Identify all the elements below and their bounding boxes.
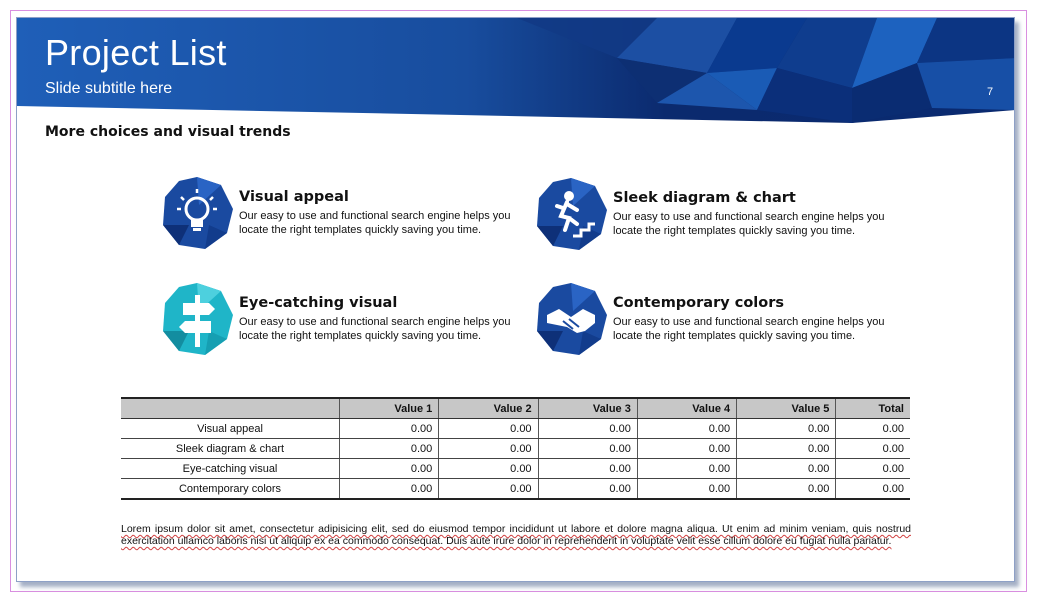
table-header-cell: Value 4: [637, 398, 736, 419]
signpost-icon: [159, 281, 235, 357]
section-heading: More choices and visual trends: [45, 124, 291, 140]
table-header-cell: [121, 398, 340, 419]
table-cell: 0.00: [836, 419, 910, 439]
table-header-cell: Value 2: [439, 398, 538, 419]
table-cell: 0.00: [538, 419, 637, 439]
stairs-climber-icon: [533, 176, 609, 252]
table-row: [121, 459, 910, 479]
data-table: [121, 397, 910, 500]
table-header-cell: Value 5: [737, 398, 836, 419]
table-cell: 0.00: [340, 419, 439, 439]
slide-header: [17, 18, 1015, 110]
row-label: Visual appeal: [121, 419, 340, 439]
table-cell: 0.00: [439, 459, 538, 479]
table-cell: 0.00: [538, 439, 637, 459]
feature-visual-appeal: [159, 175, 519, 255]
table-header-cell: Value 3: [538, 398, 637, 419]
feature-title: Contemporary colors: [613, 295, 784, 311]
footer-paragraph: Lorem ipsum dolor sit amet, consectetur adipisicing elit, sed do eiusmod tempor incididunt ut labore et dolore magna aliqua. Ut enim ad minim veniam, quis nostrud exercitation ullamco laboris nisi ut aliquip ex ea commodo consequat. Duis aute irure dolor in reprehenderit in voluptate velit esse cillum dolore eu fugiat nulla pariatur.: [121, 523, 911, 547]
feature-sleek-diagram: [533, 176, 893, 256]
table-cell: 0.00: [637, 479, 736, 500]
table-cell: 0.00: [538, 479, 637, 500]
feature-contemporary-colors: [533, 281, 893, 361]
table-header-cell: Total: [836, 398, 910, 419]
table-cell: 0.00: [737, 479, 836, 500]
feature-description: Our easy to use and functional search engine helps you locate the right templates quickly saving you time.: [613, 316, 885, 342]
table-row: [121, 419, 910, 439]
table-cell: 0.00: [637, 419, 736, 439]
table-cell: 0.00: [340, 459, 439, 479]
table-cell: 0.00: [836, 439, 910, 459]
table-cell: 0.00: [836, 479, 910, 500]
feature-description: Our easy to use and functional search engine helps you locate the right templates quickly saving you time.: [239, 210, 511, 236]
table-cell: 0.00: [637, 459, 736, 479]
table-cell: 0.00: [340, 479, 439, 500]
feature-title: Eye-catching visual: [239, 295, 398, 311]
lightbulb-icon: [159, 175, 235, 251]
table-row: [121, 479, 910, 500]
row-label: Eye-catching visual: [121, 459, 340, 479]
table-cell: 0.00: [737, 459, 836, 479]
table-cell: 0.00: [538, 459, 637, 479]
row-label: Contemporary colors: [121, 479, 340, 500]
slide-title: Project List: [45, 32, 227, 73]
table-header-cell: Value 1: [340, 398, 439, 419]
feature-description: Our easy to use and functional search engine helps you locate the right templates quickly saving you time.: [239, 316, 511, 342]
feature-title: Sleek diagram & chart: [613, 190, 796, 206]
feature-title: Visual appeal: [239, 189, 349, 205]
table-cell: 0.00: [439, 479, 538, 500]
table-cell: 0.00: [439, 439, 538, 459]
feature-description: Our easy to use and functional search engine helps you locate the right templates quickly saving you time.: [613, 211, 885, 237]
page-number: 7: [987, 86, 994, 98]
table-cell: 0.00: [836, 459, 910, 479]
table-header-row: [121, 398, 910, 419]
table-cell: 0.00: [340, 439, 439, 459]
row-label: Sleek diagram & chart: [121, 439, 340, 459]
slide-subtitle: Slide subtitle here: [45, 80, 173, 97]
table-cell: 0.00: [737, 439, 836, 459]
table-row: [121, 439, 910, 459]
feature-eye-catching: [159, 281, 519, 361]
table-cell: 0.00: [737, 419, 836, 439]
table-cell: 0.00: [637, 439, 736, 459]
table-cell: 0.00: [439, 419, 538, 439]
handshake-icon: [533, 281, 609, 357]
slide: [16, 17, 1015, 582]
